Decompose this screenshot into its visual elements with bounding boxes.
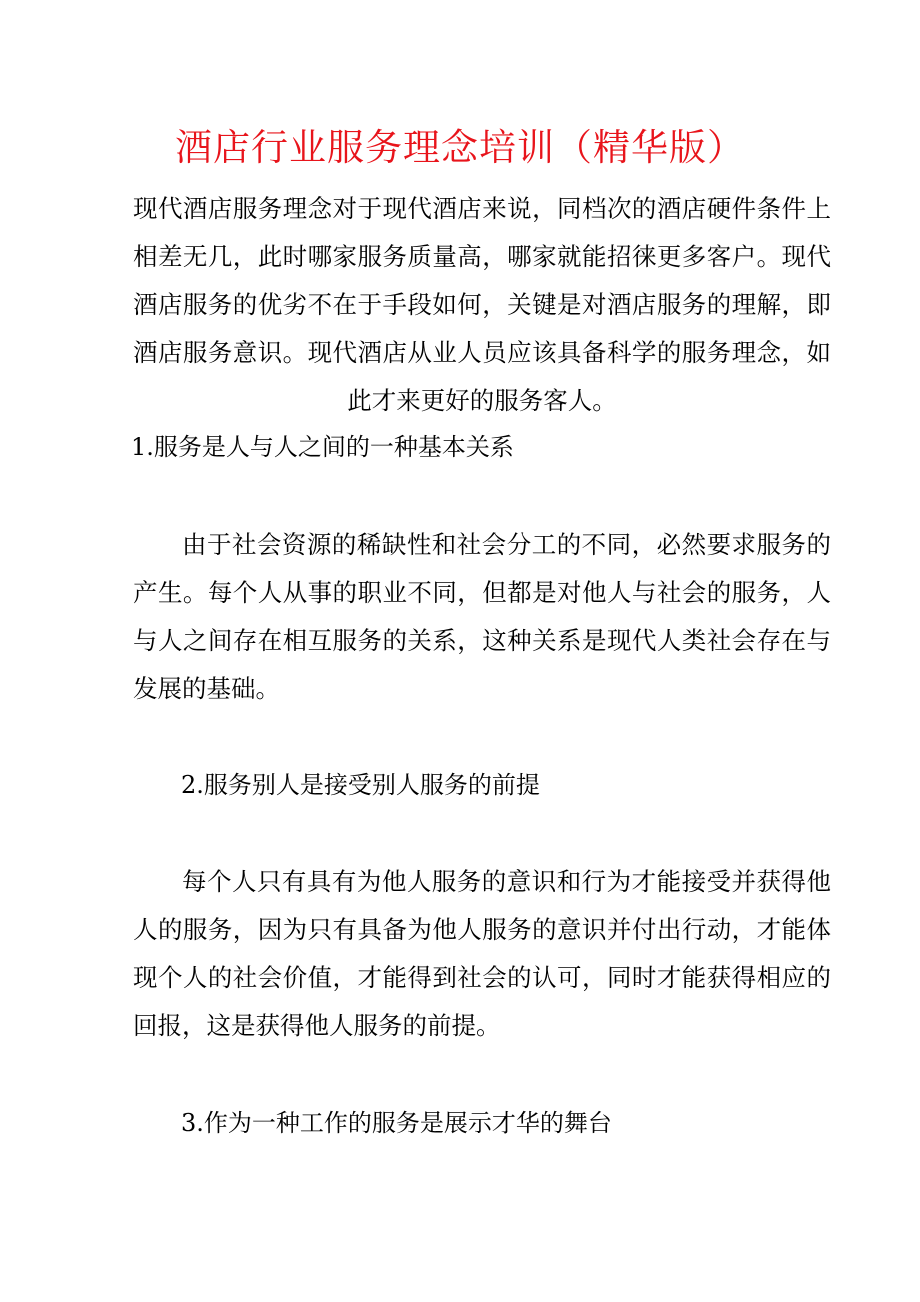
section-body-2: 每个人只有具有为他人服务的意识和行为才能接受并获得他人的服务，因为只有具备为他人服务的意识并付出行动，才能体现个人的社会价值，才能得到社会的认可，同时才能获得相应的回报，这是获得他人服务的前提。	[133, 867, 831, 1040]
section-body-1: 由于社会资源的稀缺性和社会分工的不同，必然要求服务的产生。每个人从事的职业不同，但都是对他人与社会的服务，人与人之间存在相互服务的关系，这种关系是现代人类社会存在与发展的基础。	[133, 530, 831, 703]
section-heading-1: 1.服务是人与人之间的一种基本关系	[131, 433, 514, 461]
section-heading-3: 3.作为一种工作的服务是展示才华的舞台	[181, 1109, 612, 1137]
document-title: 酒店行业服务理念培训（精华版）	[175, 126, 745, 169]
intro-paragraph: 现代酒店服务理念对于现代酒店来说，同档次的酒店硬件条件上相差无几，此时哪家服务质量高，哪家就能招徕更多客户。现代酒店服务的优劣不在于手段如何，关键是对酒店服务的理解，即酒店服务意识。现代酒店从业人员应该具备科学的服务理念，如此才来更好的服务客人。	[133, 194, 831, 415]
section-heading-2: 2.服务别人是接受别人服务的前提	[181, 771, 540, 799]
